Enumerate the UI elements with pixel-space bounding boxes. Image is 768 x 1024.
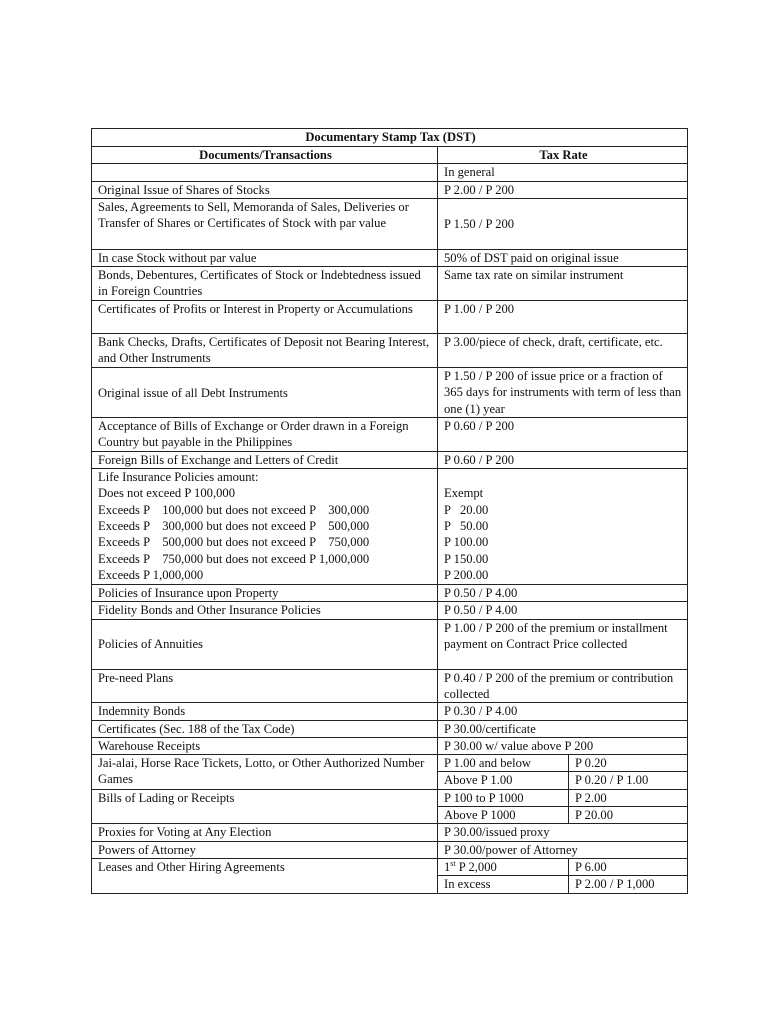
table-row	[92, 841, 688, 858]
rate-cell: P 3.00/piece of check, draft, certificate, etc.	[438, 334, 688, 368]
rate-cell: P 30.00/issued proxy	[438, 824, 688, 841]
rate-cell: Exempt P 20.00 P 50.00 P 100.00 P 150.00 P 200.00	[438, 469, 688, 585]
rate-subcell: Above P 1.00	[438, 772, 569, 789]
doc-cell: Bills of Lading or Receipts	[92, 789, 438, 824]
table-row	[92, 858, 688, 875]
doc-cell: Bonds, Debentures, Certificates of Stock or Indebtedness issued in Foreign Countries	[92, 267, 438, 301]
ordinal-number: 1	[444, 859, 451, 874]
doc-cell: Original Issue of Shares of Stocks	[92, 181, 438, 198]
table-row	[92, 669, 688, 703]
rate-cell: Same tax rate on similar instrument	[438, 267, 688, 301]
rate-cell: P 30.00/power of Attorney	[438, 841, 688, 858]
table-row	[92, 737, 688, 754]
rate-cell: P 0.40 / P 200 of the premium or contribution collected	[438, 669, 688, 703]
rate-cell: P 0.50 / P 4.00	[438, 602, 688, 619]
table-row	[92, 619, 688, 669]
doc-cell: Sales, Agreements to Sell, Memoranda of Sales, Deliveries or Transfer of Shares or Certificates of Stock with par value	[92, 198, 438, 249]
rate-cell: P 30.00 w/ value above P 200	[438, 737, 688, 754]
table-row	[92, 720, 688, 737]
rate-subcell: P 1.00 and below	[438, 755, 569, 772]
rate-subcell: P 100 to P 1000	[438, 789, 569, 806]
rate-cell: P 0.60 / P 200	[438, 418, 688, 452]
table-row	[92, 824, 688, 841]
table-row	[92, 602, 688, 619]
rate-cell: P 30.00/certificate	[438, 720, 688, 737]
rate-cell: P 1.00 / P 200 of the premium or installment payment on Contract Price collected	[438, 619, 688, 669]
doc-cell: Foreign Bills of Exchange and Letters of Credit	[92, 451, 438, 468]
table-row	[92, 249, 688, 266]
table-row	[92, 469, 688, 585]
table-row	[92, 181, 688, 198]
rate-subcell: P 2.00	[569, 789, 688, 806]
rate-subcell: P 0.20 / P 1.00	[569, 772, 688, 789]
doc-cell: In case Stock without par value	[92, 249, 438, 266]
table-row	[92, 451, 688, 468]
table-row	[92, 368, 688, 418]
rate-cell: P 2.00 / P 200	[438, 181, 688, 198]
table-row	[92, 301, 688, 334]
dst-table	[91, 128, 688, 894]
table-row	[92, 585, 688, 602]
doc-cell: Fidelity Bonds and Other Insurance Policies	[92, 602, 438, 619]
table-row	[92, 198, 688, 249]
doc-cell: Certificates (Sec. 188 of the Tax Code)	[92, 720, 438, 737]
rate-cell: 50% of DST paid on original issue	[438, 249, 688, 266]
doc-cell: Policies of Annuities	[92, 619, 438, 669]
doc-cell: Proxies for Voting at Any Election	[92, 824, 438, 841]
rate-cell: P 0.30 / P 4.00	[438, 703, 688, 720]
table-row	[92, 418, 688, 452]
rate-subcell: P 20.00	[569, 807, 688, 824]
doc-cell: Warehouse Receipts	[92, 737, 438, 754]
table-row	[92, 789, 688, 806]
rate-subcell	[438, 858, 569, 875]
doc-cell: Leases and Other Hiring Agreements	[92, 858, 438, 893]
table-row	[92, 267, 688, 301]
rate-cell: P 0.50 / P 4.00	[438, 585, 688, 602]
ordinal-suffix: st	[450, 858, 456, 868]
table-row	[92, 334, 688, 368]
rate-subcell: Above P 1000	[438, 807, 569, 824]
rate-subcell: P 6.00	[569, 858, 688, 875]
doc-cell: Jai-alai, Horse Race Tickets, Lotto, or Other Authorized Number Games	[92, 755, 438, 790]
doc-cell	[92, 164, 438, 181]
rate-cell: In general	[438, 164, 688, 181]
table-row	[92, 164, 688, 181]
table-row	[92, 755, 688, 772]
doc-cell: Policies of Insurance upon Property	[92, 585, 438, 602]
doc-cell: Indemnity Bonds	[92, 703, 438, 720]
rate-subcell: P 2.00 / P 1,000	[569, 876, 688, 893]
amount-text: P 2,000	[455, 859, 497, 874]
doc-cell: Powers of Attorney	[92, 841, 438, 858]
rate-subcell: P 0.20	[569, 755, 688, 772]
rate-cell: P 1.50 / P 200	[438, 198, 688, 249]
column-header-documents: Documents/Transactions	[92, 147, 438, 164]
rate-subcell: In excess	[438, 876, 569, 893]
rate-cell: P 1.50 / P 200 of issue price or a fraction of 365 days for instruments with term of less than one (1) year	[438, 368, 688, 418]
table-title: Documentary Stamp Tax (DST)	[92, 129, 688, 147]
rate-cell: P 0.60 / P 200	[438, 451, 688, 468]
doc-cell: Bank Checks, Drafts, Certificates of Deposit not Bearing Interest, and Other Instruments	[92, 334, 438, 368]
column-header-tax-rate: Tax Rate	[438, 147, 688, 164]
doc-cell: Life Insurance Policies amount: Does not exceed P 100,000 Exceeds P 100,000 but does not exceed P 300,000 Exceeds P 300,000 but does not exceed P 500,000 Exceeds P 500,000 but does not exceed P 750,000 Exceeds P 750,000 but does not exceed P 1,000,000 Exceeds P 1,000,000	[92, 469, 438, 585]
table-row	[92, 703, 688, 720]
doc-cell: Pre-need Plans	[92, 669, 438, 703]
doc-cell: Certificates of Profits or Interest in Property or Accumulations	[92, 301, 438, 334]
doc-cell: Acceptance of Bills of Exchange or Order drawn in a Foreign Country but payable in the Philippines	[92, 418, 438, 452]
rate-cell: P 1.00 / P 200	[438, 301, 688, 334]
doc-cell: Original issue of all Debt Instruments	[92, 368, 438, 418]
